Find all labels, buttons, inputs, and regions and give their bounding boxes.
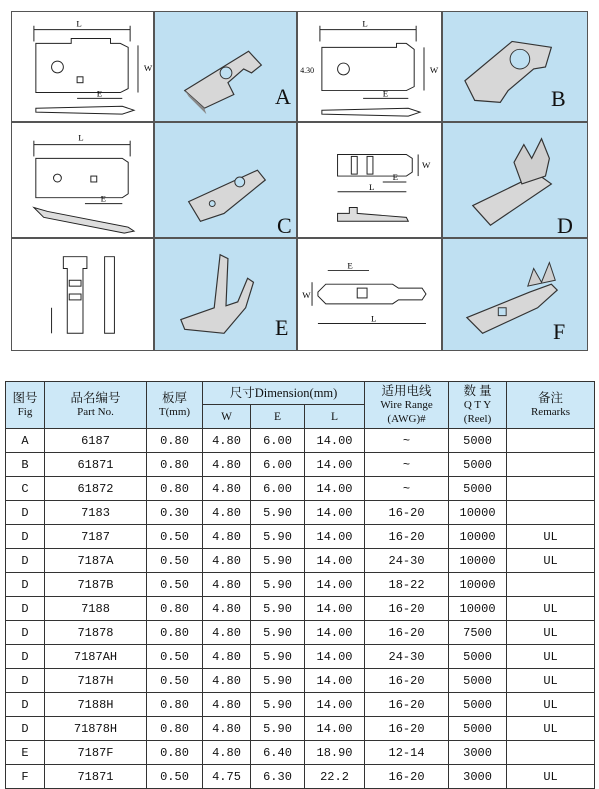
table-row	[6, 429, 595, 453]
cell-w: 4.80	[203, 549, 251, 573]
drawing-d	[297, 122, 442, 238]
photo-d	[442, 122, 588, 238]
header-qty: 数 量 Q T Y (Reel)	[449, 382, 507, 429]
cell-rem	[507, 741, 595, 765]
header-part: 品名编号 Part No.	[45, 382, 147, 429]
cell-wire: 18-22	[365, 573, 449, 597]
cell-fig: D	[6, 621, 45, 645]
cell-part: 6187	[45, 429, 147, 453]
table-row	[6, 717, 595, 741]
table-row	[6, 549, 595, 573]
header-thickness: 板厚 T(mm)	[147, 382, 203, 429]
cell-w: 4.80	[203, 429, 251, 453]
cell-qty: 10000	[449, 549, 507, 573]
cell-w: 4.80	[203, 477, 251, 501]
cell-l: 14.00	[305, 573, 365, 597]
cell-wire: ~	[365, 453, 449, 477]
cell-t: 0.80	[147, 453, 203, 477]
cell-rem: UL	[507, 765, 595, 789]
cell-wire: ~	[365, 477, 449, 501]
dim-label-hole: 4.30	[300, 65, 315, 75]
cell-fig: E	[6, 741, 45, 765]
cell-l: 14.00	[305, 477, 365, 501]
header-remarks: 备注 Remarks	[507, 382, 595, 429]
figure-grid	[11, 11, 588, 351]
cell-w: 4.80	[203, 525, 251, 549]
cell-rem	[507, 573, 595, 597]
cell-part: 7187F	[45, 741, 147, 765]
cell-e: 5.90	[251, 597, 305, 621]
drawing-f	[297, 238, 442, 351]
table-row	[6, 573, 595, 597]
photo-e	[154, 238, 297, 351]
photo-b	[442, 11, 588, 122]
cell-e: 5.90	[251, 645, 305, 669]
table-row	[6, 453, 595, 477]
table-row	[6, 597, 595, 621]
cell-qty: 3000	[449, 741, 507, 765]
table-row	[6, 741, 595, 765]
cell-fig: D	[6, 573, 45, 597]
cell-qty: 5000	[449, 717, 507, 741]
cell-fig: D	[6, 597, 45, 621]
cell-rem: UL	[507, 525, 595, 549]
cell-part: 7188	[45, 597, 147, 621]
cell-wire: 16-20	[365, 597, 449, 621]
cell-part: 7187	[45, 525, 147, 549]
cell-fig: D	[6, 525, 45, 549]
cell-t: 0.80	[147, 741, 203, 765]
cell-w: 4.80	[203, 453, 251, 477]
cell-l: 14.00	[305, 621, 365, 645]
header-w: W	[203, 405, 251, 429]
cell-l: 18.90	[305, 741, 365, 765]
cell-qty: 5000	[449, 669, 507, 693]
cell-rem: UL	[507, 717, 595, 741]
table-row	[6, 765, 595, 789]
cell-qty: 5000	[449, 477, 507, 501]
figure-letter: F	[553, 319, 566, 344]
header-e: E	[251, 405, 305, 429]
cell-t: 0.30	[147, 501, 203, 525]
cell-wire: 16-20	[365, 765, 449, 789]
cell-wire: 16-20	[365, 717, 449, 741]
header-fig: 图号 Fig	[6, 382, 45, 429]
cell-qty: 3000	[449, 765, 507, 789]
figure-letter: E	[275, 315, 289, 340]
cell-wire: 12-14	[365, 741, 449, 765]
table-row	[6, 525, 595, 549]
cell-qty: 7500	[449, 621, 507, 645]
cell-rem: UL	[507, 645, 595, 669]
figure-letter: D	[557, 213, 573, 238]
cell-e: 5.90	[251, 549, 305, 573]
cell-qty: 5000	[449, 429, 507, 453]
cell-wire: 16-20	[365, 669, 449, 693]
cell-t: 0.50	[147, 525, 203, 549]
cell-e: 5.90	[251, 693, 305, 717]
cell-rem: UL	[507, 693, 595, 717]
table-row	[6, 477, 595, 501]
drawing-c	[11, 122, 154, 238]
dim-label-e: E	[100, 193, 107, 204]
dim-label-e: E	[382, 88, 389, 99]
dim-label-l: L	[78, 132, 84, 143]
dim-label-w: W	[429, 64, 439, 75]
cell-part: 61872	[45, 477, 147, 501]
cell-t: 0.80	[147, 693, 203, 717]
cell-qty: 5000	[449, 645, 507, 669]
cell-w: 4.80	[203, 669, 251, 693]
cell-rem	[507, 477, 595, 501]
dim-label-w: W	[422, 160, 431, 171]
cell-w: 4.80	[203, 501, 251, 525]
spec-table	[5, 381, 595, 789]
dim-label-e: E	[392, 172, 399, 182]
cell-e: 6.30	[251, 765, 305, 789]
cell-w: 4.80	[203, 621, 251, 645]
cell-t: 0.50	[147, 765, 203, 789]
cell-fig: D	[6, 501, 45, 525]
header-wire: 适用电线 Wire Range (AWG)#	[365, 382, 449, 429]
cell-rem	[507, 429, 595, 453]
dim-label-l: L	[369, 181, 375, 192]
cell-fig: A	[6, 429, 45, 453]
cell-t: 0.50	[147, 669, 203, 693]
cell-w: 4.80	[203, 717, 251, 741]
cell-t: 0.80	[147, 477, 203, 501]
cell-fig: B	[6, 453, 45, 477]
photo-c	[154, 122, 297, 238]
cell-w: 4.80	[203, 645, 251, 669]
drawing-a-svg	[12, 12, 153, 121]
cell-fig: C	[6, 477, 45, 501]
cell-t: 0.80	[147, 621, 203, 645]
cell-e: 5.90	[251, 669, 305, 693]
photo-a	[154, 11, 297, 122]
cell-e: 5.90	[251, 621, 305, 645]
table-row	[6, 501, 595, 525]
table-row	[6, 669, 595, 693]
dim-label-l: L	[76, 18, 82, 29]
cell-rem: UL	[507, 597, 595, 621]
cell-fig: D	[6, 549, 45, 573]
dim-label-l: L	[370, 313, 377, 324]
cell-e: 5.90	[251, 501, 305, 525]
cell-t: 0.80	[147, 429, 203, 453]
photo-f	[442, 238, 588, 351]
table-row	[6, 645, 595, 669]
cell-qty: 10000	[449, 501, 507, 525]
cell-l: 14.00	[305, 597, 365, 621]
cell-wire: 16-20	[365, 525, 449, 549]
cell-e: 6.40	[251, 741, 305, 765]
table-row	[6, 693, 595, 717]
cell-wire: 24-30	[365, 645, 449, 669]
cell-l: 14.00	[305, 693, 365, 717]
cell-w: 4.80	[203, 597, 251, 621]
table-row	[6, 621, 595, 645]
cell-e: 6.00	[251, 453, 305, 477]
cell-rem	[507, 501, 595, 525]
cell-fig: F	[6, 765, 45, 789]
cell-l: 14.00	[305, 669, 365, 693]
cell-l: 14.00	[305, 501, 365, 525]
cell-qty: 10000	[449, 573, 507, 597]
cell-part: 71878	[45, 621, 147, 645]
cell-rem: UL	[507, 549, 595, 573]
cell-part: 71878H	[45, 717, 147, 741]
cell-e: 5.90	[251, 525, 305, 549]
cell-wire: 16-20	[365, 621, 449, 645]
cell-wire: 16-20	[365, 693, 449, 717]
cell-qty: 10000	[449, 597, 507, 621]
dim-label-w: W	[302, 289, 311, 300]
cell-l: 14.00	[305, 429, 365, 453]
cell-w: 4.80	[203, 573, 251, 597]
cell-t: 0.50	[147, 549, 203, 573]
drawing-e	[11, 238, 154, 351]
figure-letter: B	[551, 86, 566, 111]
dim-label-e: E	[96, 88, 103, 99]
cell-w: 4.75	[203, 765, 251, 789]
cell-w: 4.80	[203, 693, 251, 717]
drawing-b	[297, 11, 442, 122]
cell-part: 7187H	[45, 669, 147, 693]
cell-part: 7187A	[45, 549, 147, 573]
cell-l: 14.00	[305, 453, 365, 477]
cell-part: 7187B	[45, 573, 147, 597]
cell-l: 22.2	[305, 765, 365, 789]
dim-label-e: E	[347, 260, 353, 271]
cell-wire: 24-30	[365, 549, 449, 573]
header-l: L	[305, 405, 365, 429]
cell-t: 0.80	[147, 717, 203, 741]
cell-qty: 5000	[449, 453, 507, 477]
cell-t: 0.80	[147, 597, 203, 621]
cell-rem: UL	[507, 621, 595, 645]
cell-l: 14.00	[305, 645, 365, 669]
cell-rem	[507, 453, 595, 477]
cell-fig: D	[6, 669, 45, 693]
cell-e: 6.00	[251, 477, 305, 501]
cell-wire: ~	[365, 429, 449, 453]
cell-l: 14.00	[305, 525, 365, 549]
drawing-a	[11, 11, 154, 122]
cell-qty: 10000	[449, 525, 507, 549]
cell-e: 6.00	[251, 429, 305, 453]
cell-qty: 5000	[449, 693, 507, 717]
figure-letter: A	[275, 84, 291, 109]
cell-part: 7188H	[45, 693, 147, 717]
cell-l: 14.00	[305, 549, 365, 573]
cell-part: 7187AH	[45, 645, 147, 669]
cell-fig: D	[6, 645, 45, 669]
cell-wire: 16-20	[365, 501, 449, 525]
dim-label-w: W	[143, 62, 153, 73]
cell-e: 5.90	[251, 573, 305, 597]
cell-part: 7183	[45, 501, 147, 525]
cell-rem: UL	[507, 669, 595, 693]
cell-e: 5.90	[251, 717, 305, 741]
cell-t: 0.50	[147, 573, 203, 597]
cell-fig: D	[6, 693, 45, 717]
dim-label-l: L	[362, 18, 368, 29]
header-dimension: 尺寸Dimension(mm)	[203, 382, 365, 405]
cell-l: 14.00	[305, 717, 365, 741]
cell-w: 4.80	[203, 741, 251, 765]
cell-t: 0.50	[147, 645, 203, 669]
cell-part: 71871	[45, 765, 147, 789]
figure-letter: C	[277, 213, 292, 238]
spec-table-body	[6, 429, 595, 789]
cell-fig: D	[6, 717, 45, 741]
cell-part: 61871	[45, 453, 147, 477]
